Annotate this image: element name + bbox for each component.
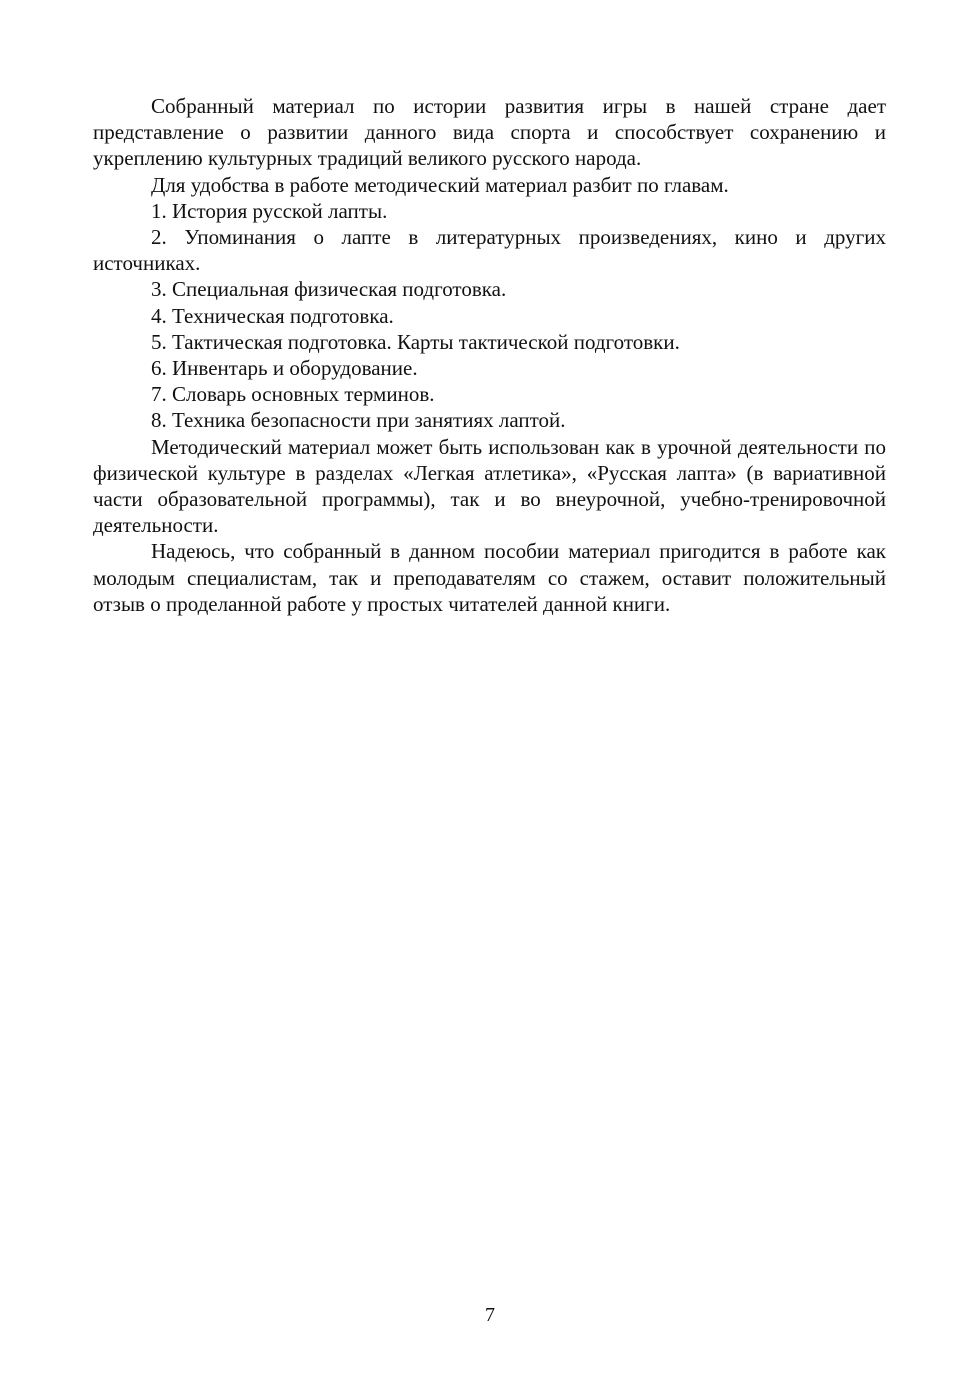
chapter-item-3: 3. Специальная физическая подготовка. <box>151 277 507 302</box>
chapter-item-4: 4. Техническая подготовка. <box>151 303 394 328</box>
chapter-item-8: 8. Техника безопасности при занятиях лаптой. <box>151 408 566 433</box>
chapter-item-6: 6. Инвентарь и оборудование. <box>151 356 418 381</box>
page-body <box>93 93 886 617</box>
chapter-item-7: 7. Словарь основных терминов. <box>151 382 435 407</box>
chapter-item-5: 5. Тактическая подготовка. Карты тактической подготовки. <box>151 329 680 354</box>
paragraph-closing: Надеюсь, что собранный в данном пособии материал пригодится в работе как молодым специалистам, так и преподавателям со стажем, оставит положительный отзыв о проделанной работе у простых читателей данной книги. <box>93 539 886 616</box>
paragraph-usage: Методический материал может быть использован как в урочной деятельности по физической культуре в разделах «Легкая атлетика», «Русская лапта» (в вариативной части образовательной программы), так и во внеурочной, учебно-тренировочной деятельности. <box>93 434 886 538</box>
chapter-item-1: 1. История русской лапты. <box>151 198 388 223</box>
paragraph-intro: Собранный материал по истории развития игры в нашей стране дает представление о развитии данного вида спорта и способствует сохранению и укреплению культурных традиций великого русского народа. <box>93 94 886 171</box>
paragraph-chapters-lead: Для удобства в работе методический материал разбит по главам. <box>151 172 729 197</box>
page-number: 7 <box>485 1304 495 1326</box>
chapter-item-2: 2. Упоминания о лапте в литературных произведениях, кино и других источниках. <box>93 225 886 276</box>
